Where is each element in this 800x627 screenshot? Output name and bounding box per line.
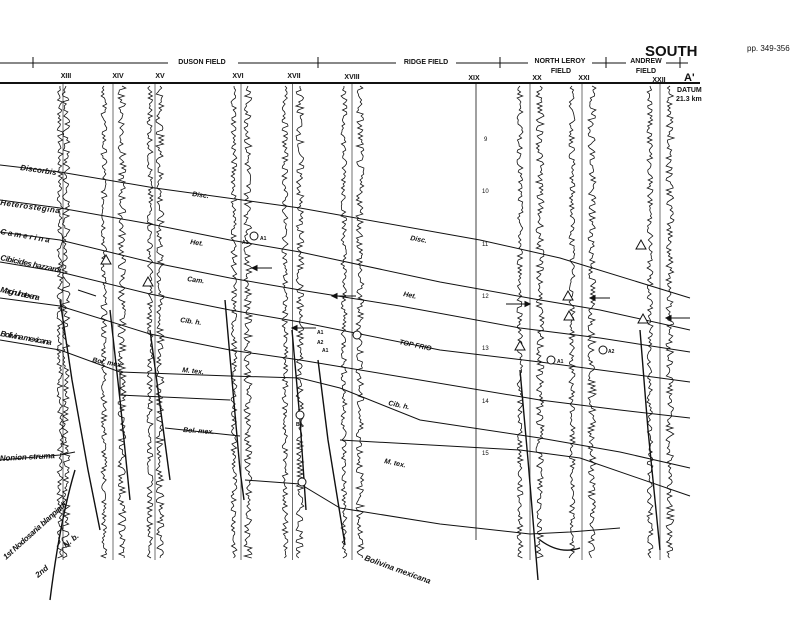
marker-bolmex-2: Bol. mex. xyxy=(182,427,215,437)
field-label-ridge: RIDGE FIELD xyxy=(403,59,449,66)
direction-label: SOUTH xyxy=(645,43,698,60)
annotation-a1-5: A1 xyxy=(322,348,329,354)
basal-label-2nd: 2nd xyxy=(33,563,51,580)
log-trace xyxy=(341,86,347,558)
horizon-label-discorbis: Discorbis xyxy=(19,163,58,178)
field-label-north-leroy: NORTH LEROY xyxy=(534,58,586,65)
log-trace xyxy=(231,86,237,558)
annotation-b1: B1 xyxy=(296,422,303,428)
log-trace xyxy=(569,86,575,558)
horizon-label-bolivina: Bolivina mexicana xyxy=(0,329,53,347)
field-label-andrew-2: FIELD xyxy=(635,68,657,75)
well-label-xx: XX xyxy=(532,75,542,82)
field-label-north-leroy-2: FIELD xyxy=(550,68,572,75)
basal-label-nodosaria: 1st Nodosaria blanpiedi xyxy=(1,499,69,562)
marker-cib-2: Cib. h. xyxy=(387,400,410,412)
well-label-xvii: XVII xyxy=(287,73,301,80)
log-trace xyxy=(356,86,364,558)
annotation-a2: A2 xyxy=(317,340,324,346)
log-trace xyxy=(666,86,674,558)
depth-9: 9 xyxy=(484,137,488,143)
page-reference: pp. 349-356 xyxy=(747,44,790,53)
annotation-a1-4: A1 xyxy=(242,240,249,246)
basal-labels xyxy=(1,499,80,580)
log-trace xyxy=(147,86,153,558)
well-label-xviii: XVIII xyxy=(344,74,360,81)
depth-scale xyxy=(482,137,489,457)
depth-11: 11 xyxy=(482,242,489,248)
horizon-label-camerina: Camerina xyxy=(0,227,51,245)
marker-labels xyxy=(92,191,433,586)
section-end-label: A' xyxy=(684,72,695,84)
log-trace xyxy=(536,86,544,558)
depth-10: 10 xyxy=(482,189,489,195)
marker-cib-1: Cib. h. xyxy=(179,317,202,327)
log-trace xyxy=(156,86,164,558)
basal-label-nb: N. b. xyxy=(61,531,81,550)
log-trace xyxy=(588,86,596,558)
annotation-a1-1: A1 xyxy=(260,236,267,242)
marker-het-2: Het. xyxy=(402,291,417,301)
annotation-circles xyxy=(250,232,607,486)
horizon-label-nonion: Nonion struma xyxy=(0,451,56,463)
well-logs xyxy=(57,84,674,560)
well-label-xix: XIX xyxy=(468,75,480,82)
horizon-label-texana: Marginulina texana xyxy=(0,285,41,303)
annotation-a1-2: A1 xyxy=(317,330,324,336)
annotation-a1-3: A1 xyxy=(557,359,564,365)
marker-cam-1: Cam. xyxy=(186,276,205,286)
depth-12: 12 xyxy=(482,294,489,300)
datum-value: 21.3 km xyxy=(676,96,702,103)
marker-mtex-2: M. tex. xyxy=(383,458,407,470)
field-label-duson: DUSON FIELD xyxy=(178,59,226,66)
well-label-xxii: XXII xyxy=(652,77,666,84)
marker-disc-2: Disc. xyxy=(409,235,428,245)
marker-top-frio: TOP FRIO xyxy=(398,339,432,353)
well-label-xv: XV xyxy=(155,73,165,80)
field-label-andrew: ANDREW xyxy=(630,58,662,65)
log-trace xyxy=(282,86,288,558)
marker-het-1: Het. xyxy=(189,239,204,248)
log-trace xyxy=(118,86,126,558)
well-label-xiii: XIII xyxy=(60,73,72,80)
depth-15: 15 xyxy=(482,451,489,457)
marker-mtex-1: M. tex. xyxy=(181,367,205,377)
log-trace xyxy=(57,86,63,558)
log-trace xyxy=(517,86,523,558)
well-label-xxi: XXI xyxy=(578,75,590,82)
marker-disc-1: Disc. xyxy=(191,191,210,201)
datum-label: DATUM xyxy=(677,87,702,94)
horizon-label-heterostegina: Heterostegina xyxy=(0,198,61,216)
left-horizon-labels xyxy=(0,163,63,463)
depth-13: 13 xyxy=(482,346,489,352)
log-trace xyxy=(101,86,107,558)
depth-14: 14 xyxy=(482,399,489,405)
annotation-a2-2: A2 xyxy=(608,349,615,355)
marker-bolmex-1: Bol. mex. xyxy=(91,357,124,370)
faults xyxy=(50,300,660,600)
marker-bolivina-mexicana: Bolivina mexicana xyxy=(363,553,432,586)
horizon-label-cibicides: Cibicides hazzardi xyxy=(0,253,63,275)
well-label-xiv: XIV xyxy=(112,73,124,80)
well-label-xvi: XVI xyxy=(232,73,244,80)
log-trace xyxy=(244,86,252,558)
